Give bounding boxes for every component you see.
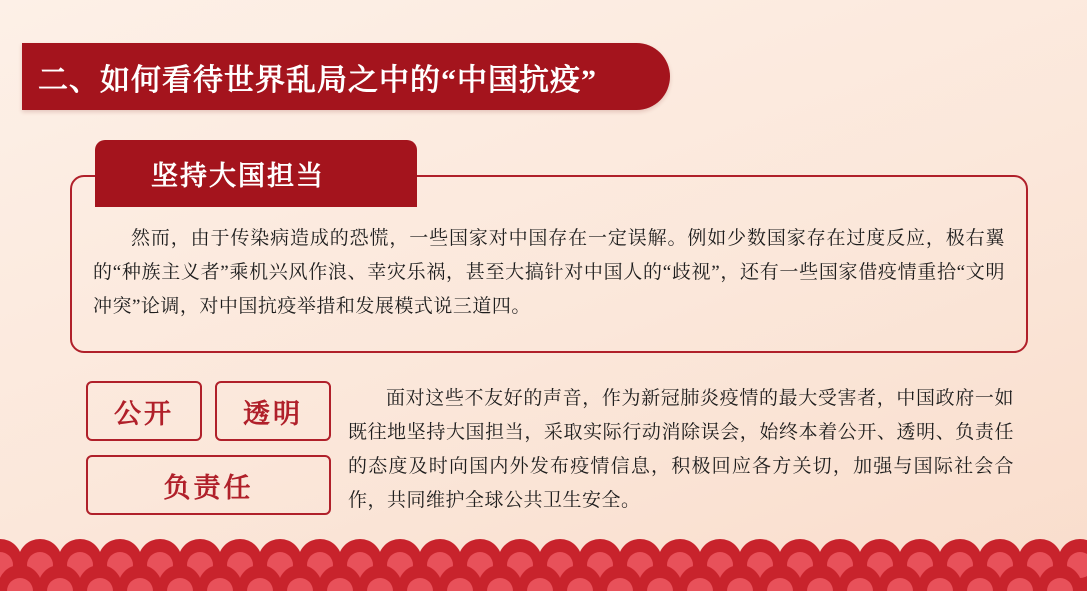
- quote-card-tab-label: 坚持大国担当: [151, 161, 325, 191]
- quote-card-tab: [95, 140, 417, 207]
- body-paragraph: 面对这些不友好的声音，作为新冠肺炎疫情的最大受害者，中国政府一如既往地坚持大国担当，采取实际行动消除误会，始终本着公开、透明、负责任的态度及时向国内外发布疫情信息，积极回应各方关切，加强与国际社会合作，共同维护全球公共卫生安全。: [348, 388, 1014, 511]
- keyword-box-open: [86, 381, 202, 441]
- keyword-label: 透明: [243, 398, 303, 429]
- keyword-label: 公开: [114, 398, 174, 429]
- section-title-banner: [22, 43, 670, 110]
- cloud-wave-pattern-icon: [0, 539, 1087, 591]
- page-title: 二、如何看待世界乱局之中的“中国抗疫”: [38, 63, 597, 97]
- keyword-label: 负责任: [163, 472, 254, 503]
- keyword-box-responsible: [86, 455, 331, 515]
- quote-card-paragraph: 然而，由于传染病造成的恐慌，一些国家对中国存在一定误解。例如少数国家存在过度反应，极右翼的“种族主义者”乘机兴风作浪、幸灾乐祸，甚至大搞针对中国人的“歧视”，还有一些国家借疫情重拾“文明冲突”论调，对中国抗疫举措和发展模式说三道四。: [93, 228, 1005, 317]
- keyword-box-transparent: [215, 381, 331, 441]
